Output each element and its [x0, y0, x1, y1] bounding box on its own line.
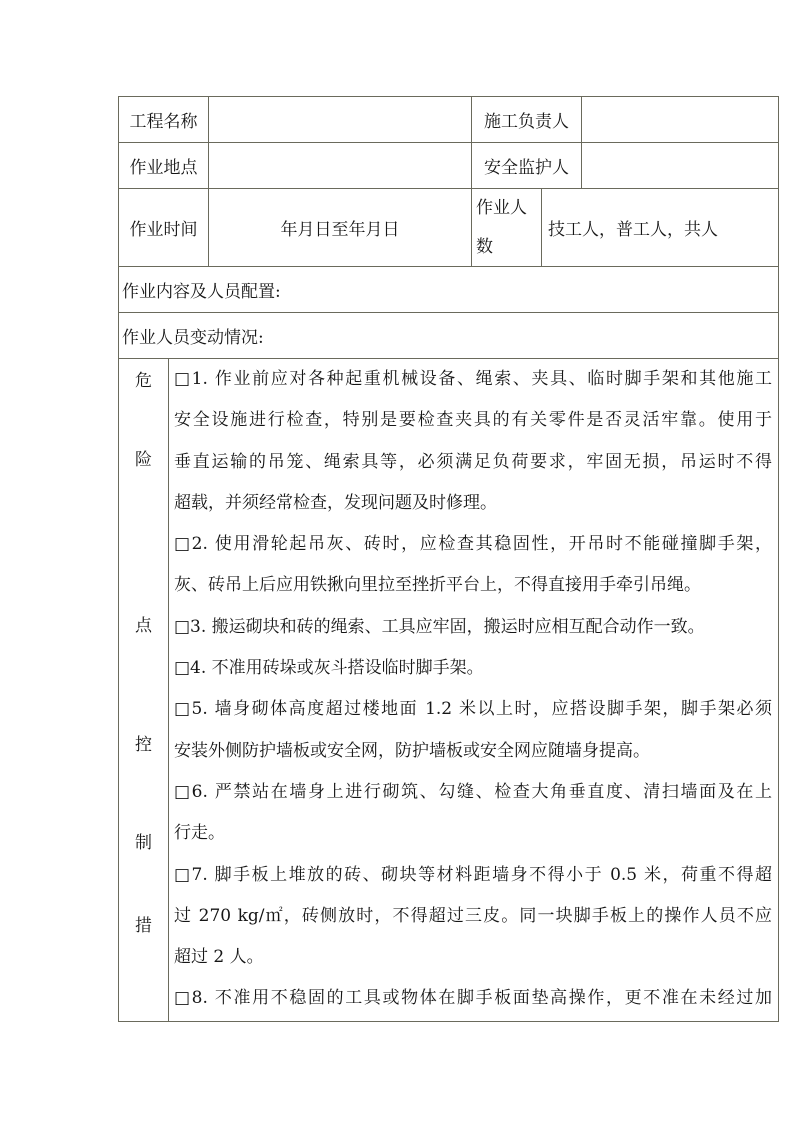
hazard-line: □3. 搬运砌块和砖的绳索、工具应牢固，搬运时应相互配合动作一致。 [174, 616, 705, 637]
worker-count-label: 作业人数 [472, 189, 542, 267]
work-location-value [209, 143, 472, 189]
personnel-change-row: 作业人员变动情况: [119, 313, 778, 359]
side-char: 危 [135, 371, 152, 391]
hazard-line: 安全设施进行检查，特别是要检查夹具的有关零件是否灵活牢靠。使用于 [174, 410, 772, 431]
hazard-line: 安装外侧防护墙板或安全网，防护墙板或安全网应随墙身提高。 [174, 740, 650, 761]
hazard-line: 行走。 [174, 823, 225, 844]
hazard-line: 垂直运输的吊笼、绳索具等，必须满足负荷要求，牢固无损，吊运时不得 [174, 451, 772, 472]
hazard-line: □6. 严禁站在墙身上进行砌筑、勾缝、检查大角垂直度、清扫墙面及在上 [174, 781, 772, 802]
project-name-label: 工程名称 [119, 97, 209, 143]
safety-guardian-label: 安全监护人 [472, 143, 582, 189]
work-location-label: 作业地点 [119, 143, 209, 189]
work-content-row: 作业内容及人员配置: [119, 267, 778, 313]
header-rows [119, 97, 778, 189]
hazard-control-row [119, 359, 778, 1021]
worker-count-value: 技工人，普工人，共人 [542, 189, 778, 267]
side-char: 险 [135, 450, 152, 470]
hazard-line: 超载，并须经常检查，发现问题及时修理。 [174, 492, 497, 513]
hazard-line: □4. 不准用砖垛或灰斗搭设临时脚手架。 [174, 658, 484, 679]
hazard-line: □5. 墙身砌体高度超过楼地面 1.2 米以上时，应搭设脚手架，脚手架必须 [174, 699, 772, 720]
safety-guardian-value [582, 143, 778, 189]
side-char: 措 [135, 916, 152, 936]
construction-leader-label: 施工负责人 [472, 97, 582, 143]
work-time-value: 年月日至年月日 [209, 189, 472, 267]
work-safety-form-table [118, 96, 779, 1022]
work-time-row [119, 189, 778, 267]
side-char: 制 [135, 833, 152, 853]
work-time-label: 作业时间 [119, 189, 209, 267]
side-char: 点 [135, 616, 152, 636]
side-char: 控 [135, 735, 152, 755]
hazard-line: □1. 作业前应对各种起重机械设备、绳索、夹具、临时脚手架和其他施工 [174, 369, 772, 389]
hazard-line: □7. 脚手板上堆放的砖、砌块等材料距墙身不得小于 0.5 米，荷重不得超 [174, 864, 772, 885]
hazard-line: □2. 使用滑轮起吊灰、砖时，应检查其稳固性，开吊时不能碰撞脚手架， [174, 534, 772, 555]
hazard-line: □8. 不准用不稳固的工具或物体在脚手板面垫高操作，更不准在未经过加 [174, 988, 772, 1009]
hazard-side-label [119, 359, 169, 1021]
construction-leader-value [582, 97, 778, 143]
hazard-line: 超过 2 人。 [174, 947, 264, 968]
hazard-line: 灰、砖吊上后应用铁揪向里拉至挫折平台上，不得直接用手牵引吊绳。 [174, 575, 701, 596]
hazard-line: 过 270 kg/㎡，砖侧放时，不得超过三皮。同一块脚手板上的操作人员不应 [174, 905, 772, 926]
project-name-value [209, 97, 472, 143]
hazard-measures-text [169, 359, 778, 1021]
